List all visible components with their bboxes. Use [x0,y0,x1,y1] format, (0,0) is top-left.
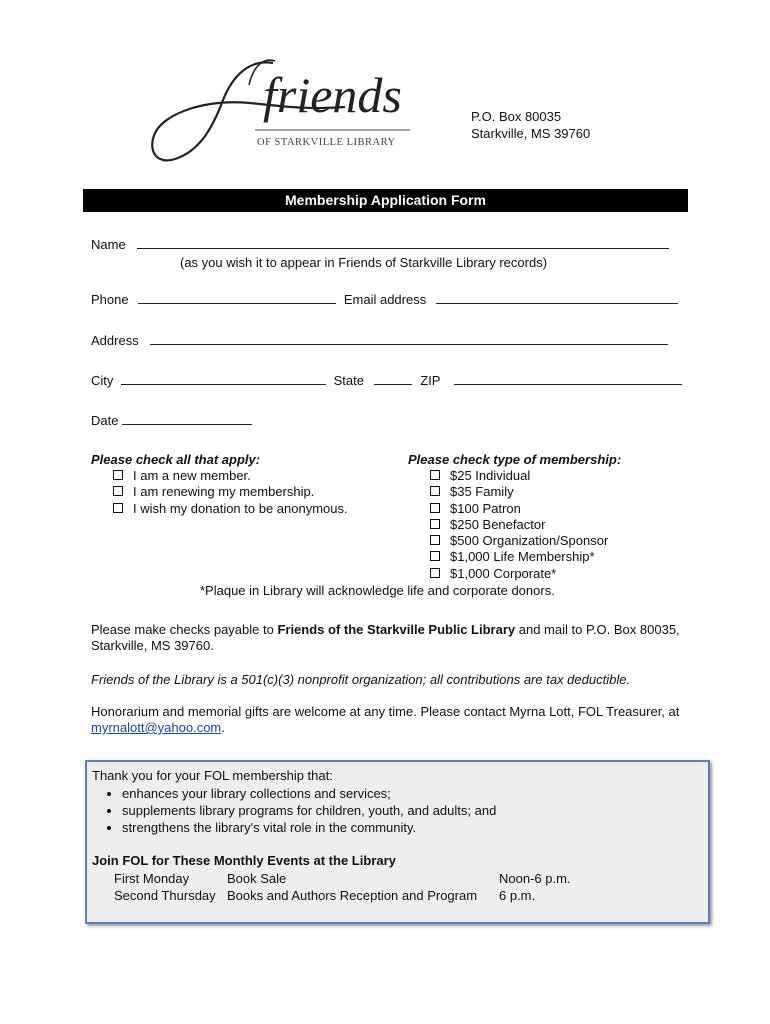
phone-field[interactable] [138,291,336,304]
membership-option[interactable]: $100 Patron [430,501,608,517]
friends-logo [145,55,420,170]
state-field[interactable] [374,372,412,385]
plaque-note: *Plaque in Library will acknowledge life and corporate donors. [200,583,555,598]
event-when: Second Thursday [114,888,216,903]
membership-option[interactable]: $250 Benefactor [430,517,608,533]
apply-item[interactable]: I am renewing my membership. [113,484,348,500]
benefits-list [77,785,496,836]
zip-field[interactable] [454,372,682,385]
name-row [91,236,669,254]
benefit-item: • supplements library programs for children, youth, and adults; and [122,802,496,819]
checkbox[interactable] [113,470,123,480]
address-line-2: Starkville, MS 39760 [471,126,591,141]
checkbox[interactable] [430,535,440,545]
name-note: (as you wish it to appear in Friends of Starkville Library records) [180,255,548,270]
event-when: First Monday [114,871,190,886]
membership-option[interactable]: $35 Family [430,484,608,500]
mailing-address [471,108,590,142]
membership-option[interactable]: $1,000 Life Membership* [430,549,608,565]
event-what: Book Sale [227,871,287,886]
membership-option[interactable]: $25 Individual [430,468,608,484]
checkbox[interactable] [430,568,440,578]
form-title: Membership Application Form [83,189,688,212]
apply-list [113,468,348,517]
thanks-intro: Thank you for your FOL membership that: [92,768,333,783]
treasurer-email-link[interactable]: myrnalott@yahoo.com [91,720,222,735]
nonprofit-note: Friends of the Library is a 501(c)(3) nonprofit organization; all contributions are tax deductible. [91,672,631,687]
city-label: City [91,373,114,388]
event-time: Noon-6 p.m. [499,871,571,886]
date-field[interactable] [122,412,252,425]
payee-name: Friends of the Starkville Public Library [277,622,516,637]
event-time: 6 p.m. [499,888,536,903]
city-field[interactable] [121,372,326,385]
apply-item[interactable]: I wish my donation to be anonymous. [113,501,348,517]
address-line-1: P.O. Box 80035 [471,109,562,124]
email-label: Email address [343,292,427,307]
benefit-item: • strengthens the library's vital role in the community. [122,819,496,836]
date-row [91,412,252,430]
membership-heading: Please check type of membership: [408,452,622,467]
logo-wordmark: friends [263,67,402,123]
state-label: State [333,373,364,388]
address-label: Address [91,333,139,348]
checkbox[interactable] [430,519,440,529]
events-heading: Join FOL for These Monthly Events at the Library [92,853,396,868]
name-field[interactable] [137,236,669,249]
checkbox[interactable] [430,470,440,480]
name-label: Name [91,237,126,252]
checkbox[interactable] [430,503,440,513]
address-field[interactable] [150,332,668,345]
zip-label: ZIP [420,373,441,388]
email-field[interactable] [436,291,678,304]
checkbox[interactable] [430,486,440,496]
date-label: Date [91,413,119,428]
thank-you-box [85,760,710,924]
logo-subtext: OF STARKVILLE LIBRARY [257,137,396,148]
honorarium-paragraph: Honorarium and memorial gifts are welcome at any time. Please contact Myrna Lott, FOL Treasurer, at myrnalott@yahoo.com. [91,704,680,735]
apply-heading: Please check all that apply: [91,452,261,467]
checks-paragraph: Please make checks payable to Friends of the Starkville Public Library and mail to P.O. Box 80035, Starkville, MS 39760. [91,622,680,653]
membership-option[interactable]: $1,000 Corporate* [430,566,608,582]
phone-label: Phone [91,292,129,307]
membership-option[interactable]: $500 Organization/Sponsor [430,533,608,549]
checkbox[interactable] [113,486,123,496]
event-what: Books and Authors Reception and Program [227,888,478,903]
address-row [91,332,668,350]
phone-email-row [91,291,678,309]
apply-item[interactable]: I am a new member. [113,468,348,484]
benefit-item: • enhances your library collections and services; [122,785,496,802]
membership-list [430,468,608,582]
checkbox[interactable] [113,503,123,513]
city-state-zip-row [91,372,682,390]
checkbox[interactable] [430,551,440,561]
